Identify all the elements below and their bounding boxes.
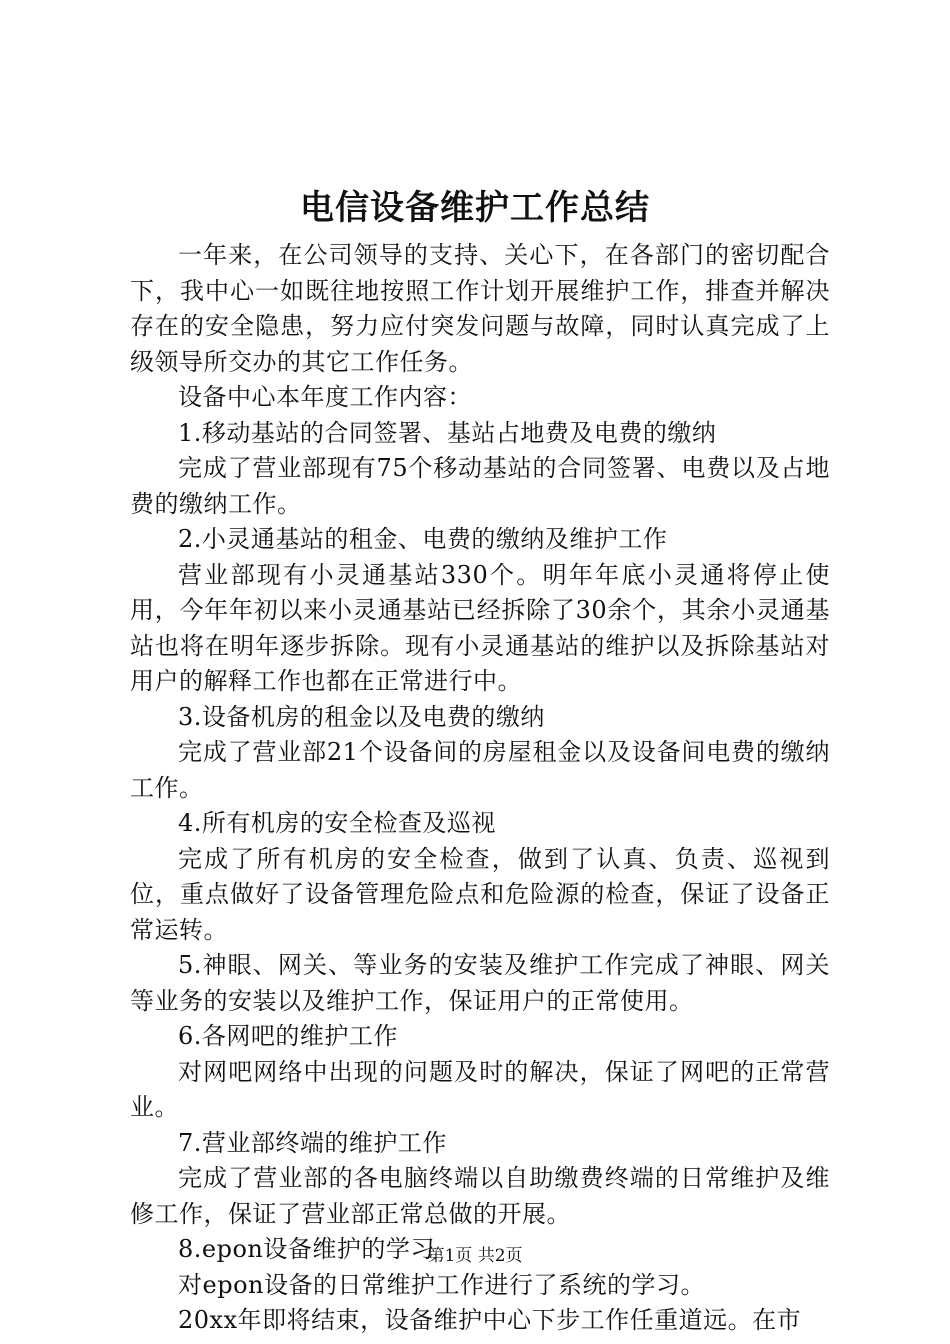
paragraph-section-4: 完成了所有机房的安全检查，做到了认真、负责、巡视到位，重点做好了设备管理危险点和危险源的检查，保证了设备正常运转。 [130, 844, 830, 944]
section-heading-3: 3.设备机房的租金以及电费的缴纳 [178, 702, 545, 731]
paragraph-section-5: 5.神眼、网关、等业务的安装及维护工作完成了神眼、网关等业务的安装以及维护工作，保证用户的正常使用。 [130, 951, 830, 1015]
paragraph-section-3: 完成了营业部21个设备间的房屋租金以及设备间电费的缴纳工作。 [130, 738, 830, 802]
paragraph-section-1: 完成了营业部现有75个移动基站的合同签署、电费以及占地费的缴纳工作。 [130, 454, 830, 518]
section-heading-8: 8.epon设备维护的学习 [178, 1235, 435, 1263]
paragraph-section-7: 完成了营业部的各电脑终端以自助缴费终端的日常维护及维修工作，保证了营业部正常总做的开展。 [130, 1164, 830, 1228]
document-body [130, 238, 830, 1339]
section-heading-4: 4.所有机房的安全检查及巡视 [178, 809, 496, 837]
paragraph-section-2: 营业部现有小灵通基站330个。明年年底小灵通将停止使用，今年年初以来小灵通基站已经拆除了30余个，其余小灵通基站也将在明年逐步拆除。现有小灵通基站的维护以及拆除基站对用户的解释工作也都在正常进行中。 [130, 560, 830, 695]
page-footer: 第1页 共2页 [427, 1246, 523, 1266]
paragraph-closing: 20xx年即将结束，设备维护中心下步工作任重道远。在市 [178, 1306, 802, 1334]
section-heading-7: 7.营业部终端的维护工作 [178, 1128, 447, 1157]
section-heading-6: 6.各网吧的维护工作 [178, 1022, 398, 1050]
section-heading-1: 1.移动基站的合同签署、基站占地费及电费的缴纳 [178, 418, 717, 447]
paragraph-section-6: 对网吧网络中出现的问题及时的解决，保证了网吧的正常营业。 [130, 1057, 830, 1121]
page-title: 电信设备维护工作总结 [300, 188, 650, 228]
paragraph-section-8: 对epon设备的日常维护工作进行了系统的学习。 [178, 1270, 705, 1299]
paragraph-intro: 一年来，在公司领导的支持、关心下，在各部门的密切配合下，我中心一如既往地按照工作计划开展维护工作，排查并解决存在的安全隐患，努力应付突发问题与故障，同时认真完成了上级领导所交办的其它工作任务。 [130, 241, 830, 376]
section-heading-2: 2.小灵通基站的租金、电费的缴纳及维护工作 [178, 525, 668, 553]
paragraph-content-heading: 设备中心本年度工作内容： [178, 383, 472, 411]
